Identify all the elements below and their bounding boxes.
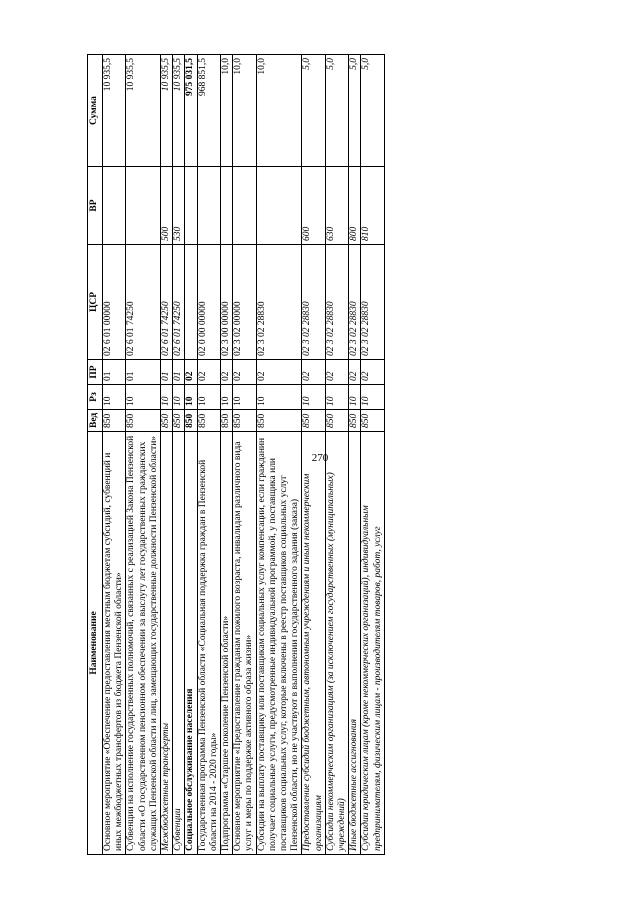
cell-vr: 530 xyxy=(173,167,185,245)
cell-pr: 01 xyxy=(103,360,126,385)
cell-csr: 02 3 00 00000 xyxy=(221,245,233,360)
cell-ved: 850 xyxy=(185,410,197,432)
cell-name: Субсидии на выплату поставщику или поставщикам социальных услуг компенсации, если гражданин получает социальные услуги, предусмотренные индивидуальной программой, у поставщика или поставщиков социальных услуг, которые включены в реестр поставщиков социальных услуг Пензенской области, но не участвуют в выполнении государственного задания (заказа) xyxy=(256,432,302,855)
header-name: Наименование xyxy=(88,432,103,855)
cell-vr xyxy=(185,167,197,245)
cell-pr: 02 xyxy=(197,360,220,385)
cell-name: Иные бюджетные ассигнования xyxy=(349,432,361,855)
cell-pr: 02 xyxy=(233,360,256,385)
cell-rz: 10 xyxy=(126,385,161,410)
cell-name: Субсидии некоммерческим организациям (за исключением государственных (муниципальных) учреждений) xyxy=(325,432,348,855)
cell-name: Субвенции xyxy=(173,432,185,855)
cell-pr: 02 xyxy=(302,360,325,385)
cell-rz: 10 xyxy=(161,385,173,410)
table-row xyxy=(197,55,220,855)
cell-pr: 02 xyxy=(361,360,384,385)
cell-vr xyxy=(221,167,233,245)
header-vr: ВР xyxy=(88,167,103,245)
header-csr: ЦСР xyxy=(88,245,103,360)
cell-sum: 10,0 xyxy=(233,55,256,167)
table-row xyxy=(221,55,233,855)
header-rz: Рз xyxy=(88,385,103,410)
cell-csr: 02 3 02 28830 xyxy=(325,245,348,360)
header-ved: Вед xyxy=(88,410,103,432)
cell-name: Межбюджетные трансферты xyxy=(161,432,173,855)
cell-sum: 5,0 xyxy=(325,55,348,167)
cell-sum: 10,0 xyxy=(256,55,302,167)
budget-table-rotated xyxy=(87,55,547,855)
page-number: 270 xyxy=(311,452,329,464)
cell-vr xyxy=(126,167,161,245)
cell-rz: 10 xyxy=(361,385,384,410)
cell-ved: 850 xyxy=(361,410,384,432)
cell-name: Основное мероприятие «Предоставление гражданам пожилого возраста, инвалидам различного вида услуг и меры по поддержке активного образа жизни» xyxy=(233,432,256,855)
table-row xyxy=(256,55,302,855)
cell-csr: 02 3 02 28830 xyxy=(302,245,325,360)
cell-csr xyxy=(185,245,197,360)
cell-ved: 850 xyxy=(233,410,256,432)
cell-sum: 5,0 xyxy=(302,55,325,167)
cell-pr: 02 xyxy=(325,360,348,385)
cell-pr: 02 xyxy=(256,360,302,385)
cell-rz: 10 xyxy=(302,385,325,410)
cell-csr: 02 6 01 74250 xyxy=(161,245,173,360)
table-row xyxy=(173,55,185,855)
cell-name: Социальное обслуживание населения xyxy=(185,432,197,855)
cell-pr: 01 xyxy=(173,360,185,385)
cell-name: Государственная программа Пензенской области «Социальная поддержка граждан в Пензенской области на 2014 - 2020 годы» xyxy=(197,432,220,855)
cell-rz: 10 xyxy=(185,385,197,410)
table-row xyxy=(161,55,173,855)
header-pr: ПР xyxy=(88,360,103,385)
table-row xyxy=(361,55,384,855)
table-row xyxy=(302,55,325,855)
table-row xyxy=(126,55,161,855)
cell-sum: 10 935,5 xyxy=(126,55,161,167)
cell-ved: 850 xyxy=(103,410,126,432)
cell-rz: 10 xyxy=(233,385,256,410)
table-row xyxy=(325,55,348,855)
cell-name: Подпрограмма «Старшее поколение Пензенской области» xyxy=(221,432,233,855)
cell-ved: 850 xyxy=(256,410,302,432)
cell-csr: 02 0 00 00000 xyxy=(197,245,220,360)
cell-sum: 10 935,5 xyxy=(103,55,126,167)
cell-vr xyxy=(256,167,302,245)
cell-ved: 850 xyxy=(197,410,220,432)
cell-rz: 10 xyxy=(197,385,220,410)
cell-vr xyxy=(197,167,220,245)
table-row xyxy=(233,55,256,855)
cell-vr: 500 xyxy=(161,167,173,245)
table-row xyxy=(185,55,197,855)
cell-rz: 10 xyxy=(221,385,233,410)
cell-ved: 850 xyxy=(221,410,233,432)
cell-name: Предоставление субсидий бюджетным, автономным учреждениям и иным некоммерческим организациям xyxy=(302,432,325,855)
cell-vr xyxy=(233,167,256,245)
table-header-row xyxy=(88,55,103,855)
cell-ved: 850 xyxy=(173,410,185,432)
cell-csr: 02 6 01 74250 xyxy=(173,245,185,360)
cell-vr: 800 xyxy=(349,167,361,245)
cell-pr: 02 xyxy=(221,360,233,385)
cell-sum: 10,0 xyxy=(221,55,233,167)
cell-pr: 02 xyxy=(185,360,197,385)
cell-csr: 02 3 02 00000 xyxy=(233,245,256,360)
cell-csr: 02 6 01 74250 xyxy=(126,245,161,360)
cell-csr: 02 3 02 28830 xyxy=(349,245,361,360)
cell-rz: 10 xyxy=(256,385,302,410)
cell-ved: 850 xyxy=(302,410,325,432)
header-sum: Сумма xyxy=(88,55,103,167)
budget-table xyxy=(87,54,385,855)
table-row xyxy=(349,55,361,855)
cell-rz: 10 xyxy=(325,385,348,410)
cell-ved: 850 xyxy=(126,410,161,432)
cell-sum: 5,0 xyxy=(361,55,384,167)
cell-vr: 630 xyxy=(325,167,348,245)
table-row xyxy=(103,55,126,855)
cell-csr: 02 6 01 00000 xyxy=(103,245,126,360)
cell-ved: 850 xyxy=(325,410,348,432)
cell-csr: 02 3 02 28830 xyxy=(256,245,302,360)
cell-sum: 975 031,5 xyxy=(185,55,197,167)
cell-pr: 01 xyxy=(161,360,173,385)
cell-name: Субвенции на исполнение государственных полномочий, связанных с реализацией Закона Пензенской области «О государственном пенсионном обеспечении за выслугу лет государственных гражданских служащих Пензенской области и лиц, замещающих государственные должности Пензенской области» xyxy=(126,432,161,855)
cell-ved: 850 xyxy=(161,410,173,432)
cell-pr: 01 xyxy=(126,360,161,385)
cell-ved: 850 xyxy=(349,410,361,432)
table-body xyxy=(103,55,385,855)
cell-vr: 810 xyxy=(361,167,384,245)
cell-name: Субсидии юридическим лицам (кроме некоммерческих организаций), индивидуальным предпринимателям, физическим лицам - производителям товаров, работ, услуг xyxy=(361,432,384,855)
cell-rz: 10 xyxy=(103,385,126,410)
cell-vr: 600 xyxy=(302,167,325,245)
cell-csr: 02 3 02 28830 xyxy=(361,245,384,360)
cell-rz: 10 xyxy=(173,385,185,410)
cell-sum: 5,0 xyxy=(349,55,361,167)
cell-rz: 10 xyxy=(349,385,361,410)
cell-name: Основное мероприятие «Обеспечение предоставления местным бюджетам субсидий, субвенций и иных межбюджетных трансфертов из бюджета Пензенской области» xyxy=(103,432,126,855)
cell-pr: 02 xyxy=(349,360,361,385)
cell-sum: 10 935,5 xyxy=(173,55,185,167)
cell-sum: 10 935,5 xyxy=(161,55,173,167)
cell-vr xyxy=(103,167,126,245)
cell-sum: 968 851,5 xyxy=(197,55,220,167)
